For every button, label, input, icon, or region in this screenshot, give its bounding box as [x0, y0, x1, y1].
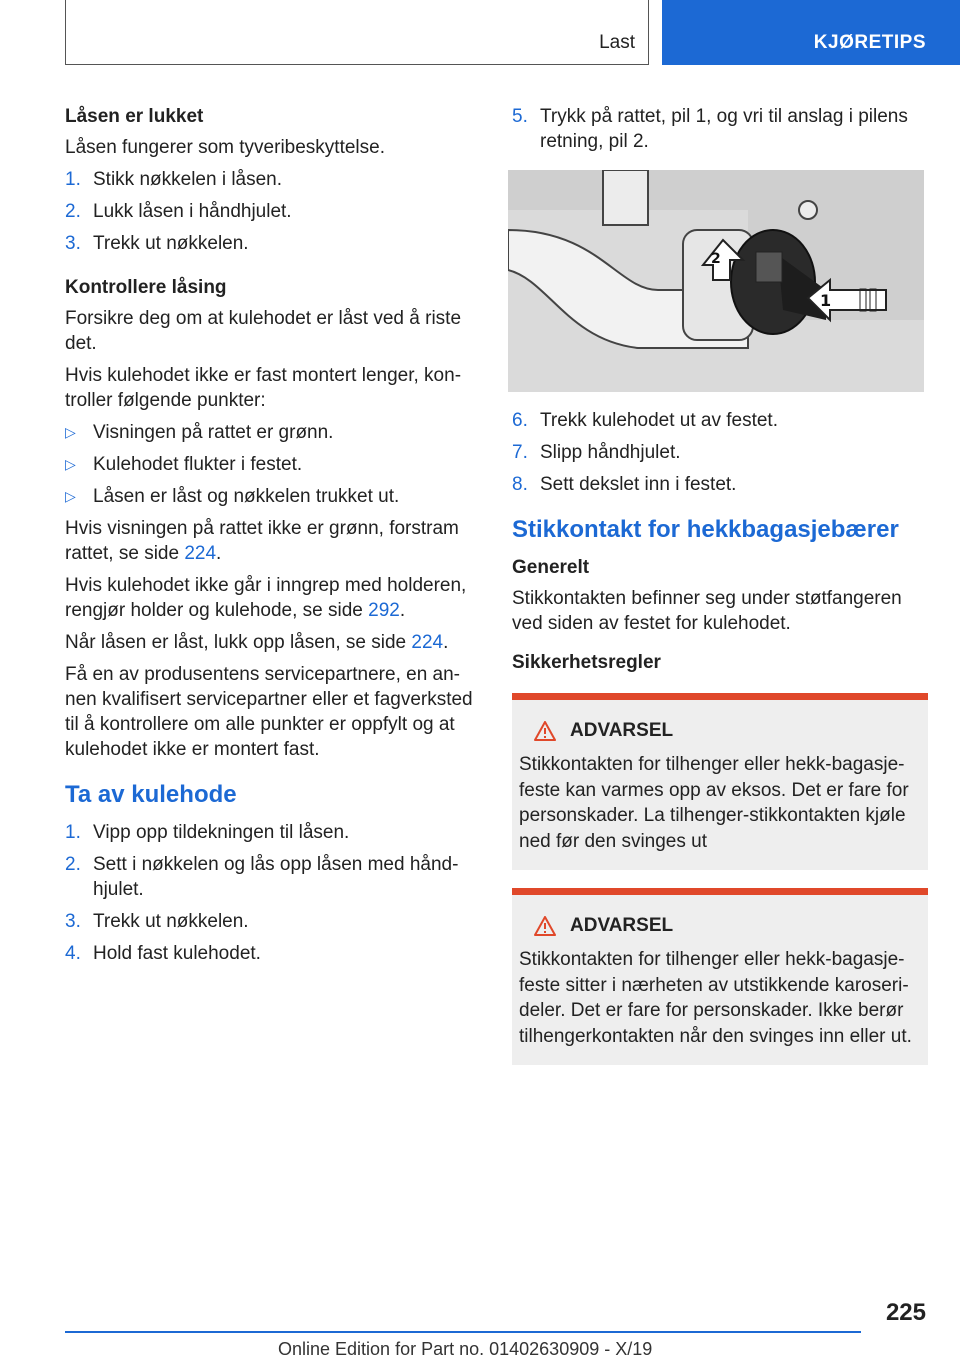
step-text: Trykk på rattet, pil 1, og vri til anslag i pilens retning, pil 2. — [540, 106, 908, 152]
triangle-bullet-icon: ▷ — [65, 488, 76, 504]
page-link[interactable]: 224 — [184, 543, 217, 564]
header-chapter-tab[interactable]: KJØRETIPS — [662, 0, 960, 65]
bullet-text: Kulehodet flukter i festet. — [93, 454, 303, 475]
check-lock-p3: Hvis visningen på rattet ikke er grønn, forstram rattet, se side 224. — [65, 518, 459, 564]
step-number: 1. — [65, 822, 81, 843]
list-item — [65, 420, 475, 445]
lock-closed-intro: Låsen fungerer som tyveribeskyttelse. — [65, 137, 385, 158]
step-number: 3. — [65, 911, 81, 932]
step-text: Trekk ut nøkkelen. — [93, 233, 249, 254]
triangle-bullet-icon: ▷ — [65, 424, 76, 440]
check-lock-p2: Hvis kulehodet ikke er fast montert lenger, kon-troller følgende punkter: — [65, 365, 462, 411]
step-text: Lukk låsen i håndhjulet. — [93, 201, 292, 222]
list-item — [512, 408, 928, 433]
step-text: Sett dekslet inn i festet. — [540, 474, 737, 495]
list-item — [65, 820, 475, 845]
warning-box — [512, 888, 928, 1065]
list-item — [65, 167, 475, 192]
step-text: Hold fast kulehodet. — [93, 943, 261, 964]
general-text: Stikkontakten befinner seg under støtfangeren ved siden av festet for kulehodet. — [512, 588, 902, 634]
left-column — [65, 104, 475, 973]
warning-triangle-icon — [534, 721, 556, 741]
bullet-text: Låsen er låst og nøkkelen trukket ut. — [93, 486, 400, 507]
warning-title: ADVARSEL — [534, 913, 920, 938]
step-text: Sett i nøkkelen og lås opp låsen med hånd-hjulet. — [93, 854, 459, 900]
list-item — [512, 104, 928, 154]
list-item — [65, 199, 475, 224]
footer-edition: Online Edition for Part no. 01402630909 - X/19 — [278, 1339, 653, 1359]
step-number: 2. — [65, 201, 81, 222]
list-item — [512, 440, 928, 465]
step-number: 1. — [65, 169, 81, 190]
page-link[interactable]: 224 — [411, 632, 444, 653]
general-heading: Generelt — [512, 557, 590, 578]
check-lock-p1: Forsikre deg om at kulehodet er låst ved å riste det. — [65, 308, 462, 354]
step-number: 4. — [65, 943, 81, 964]
check-lock-p6: Få en av produsentens servicepartnere, en an-nen kvalifisert servicepartner eller et fagverksted til å kontrollere om alle punkter er oppfylt og at kulehodet ikke er montert fast. — [65, 664, 473, 760]
check-bullets — [65, 420, 475, 509]
warning-triangle-icon — [534, 916, 556, 936]
header-section-title: Last — [599, 32, 635, 53]
handwheel-drawing — [508, 170, 924, 392]
list-item — [65, 231, 475, 256]
lock-closed-heading: Låsen er lukket — [65, 106, 204, 127]
step-number: 7. — [512, 442, 528, 463]
list-item — [65, 452, 475, 477]
list-item — [65, 484, 475, 509]
remove-steps — [65, 820, 475, 966]
step-text: Slipp håndhjulet. — [540, 442, 681, 463]
warning-box — [512, 693, 928, 870]
socket-heading: Stikkontakt for hekkbagasjebærer — [512, 516, 899, 543]
step-number: 8. — [512, 474, 528, 495]
header-frame — [65, 0, 649, 65]
check-lock-heading: Kontrollere låsing — [65, 277, 227, 298]
arrow-2-label: 2 — [711, 251, 721, 267]
warning-title: ADVARSEL — [534, 718, 920, 743]
page-link[interactable]: 292 — [368, 600, 400, 621]
step-text: Stikk nøkkelen i låsen. — [93, 169, 283, 190]
step-number: 6. — [512, 410, 528, 431]
arrow-1-label: 1 — [820, 291, 832, 310]
triangle-bullet-icon: ▷ — [65, 456, 76, 472]
right-column — [512, 104, 928, 1077]
step-number: 5. — [512, 106, 528, 127]
safety-heading: Sikkerhetsregler — [512, 652, 661, 673]
list-item — [65, 909, 475, 934]
list-item — [65, 852, 475, 902]
check-lock-p5: Når låsen er låst, lukk opp låsen, se side 224. — [65, 632, 449, 653]
step-text: Vipp opp tildekningen til låsen. — [93, 822, 350, 843]
list-item — [65, 941, 475, 966]
list-item — [512, 472, 928, 497]
warning-text: Stikkontakten for tilhenger eller hekk-bagasje-feste sitter i nærheten av utstikkende karoseri-deler. Det er fare for personskader. Ikke berør tilhengerkontakten når den svinges inn eller ut. — [519, 949, 912, 1047]
remove-ball-heading: Ta av kulehode — [65, 781, 237, 808]
step-text: Trekk ut nøkkelen. — [93, 911, 249, 932]
bullet-text: Visningen på rattet er grønn. — [93, 422, 334, 443]
warning-text: Stikkontakten for tilhenger eller hekk-bagasje-feste kan varmes opp av eksos. Det er fare for personskader. La tilhenger-stikkontakten kjøle ned før den svinges ut — [519, 754, 909, 852]
step-number: 2. — [65, 854, 81, 875]
step-text: Trekk kulehodet ut av festet. — [540, 410, 778, 431]
remove-steps-continued — [512, 408, 928, 497]
step-number: 3. — [65, 233, 81, 254]
handwheel-illustration — [508, 170, 924, 392]
footer-divider — [65, 1331, 861, 1333]
lock-closed-steps — [65, 167, 475, 256]
check-lock-p4: Hvis kulehodet ikke går i inngrep med holderen, rengjør holder og kulehode, se side 292. — [65, 575, 467, 621]
page-number: 225 — [885, 1299, 926, 1326]
